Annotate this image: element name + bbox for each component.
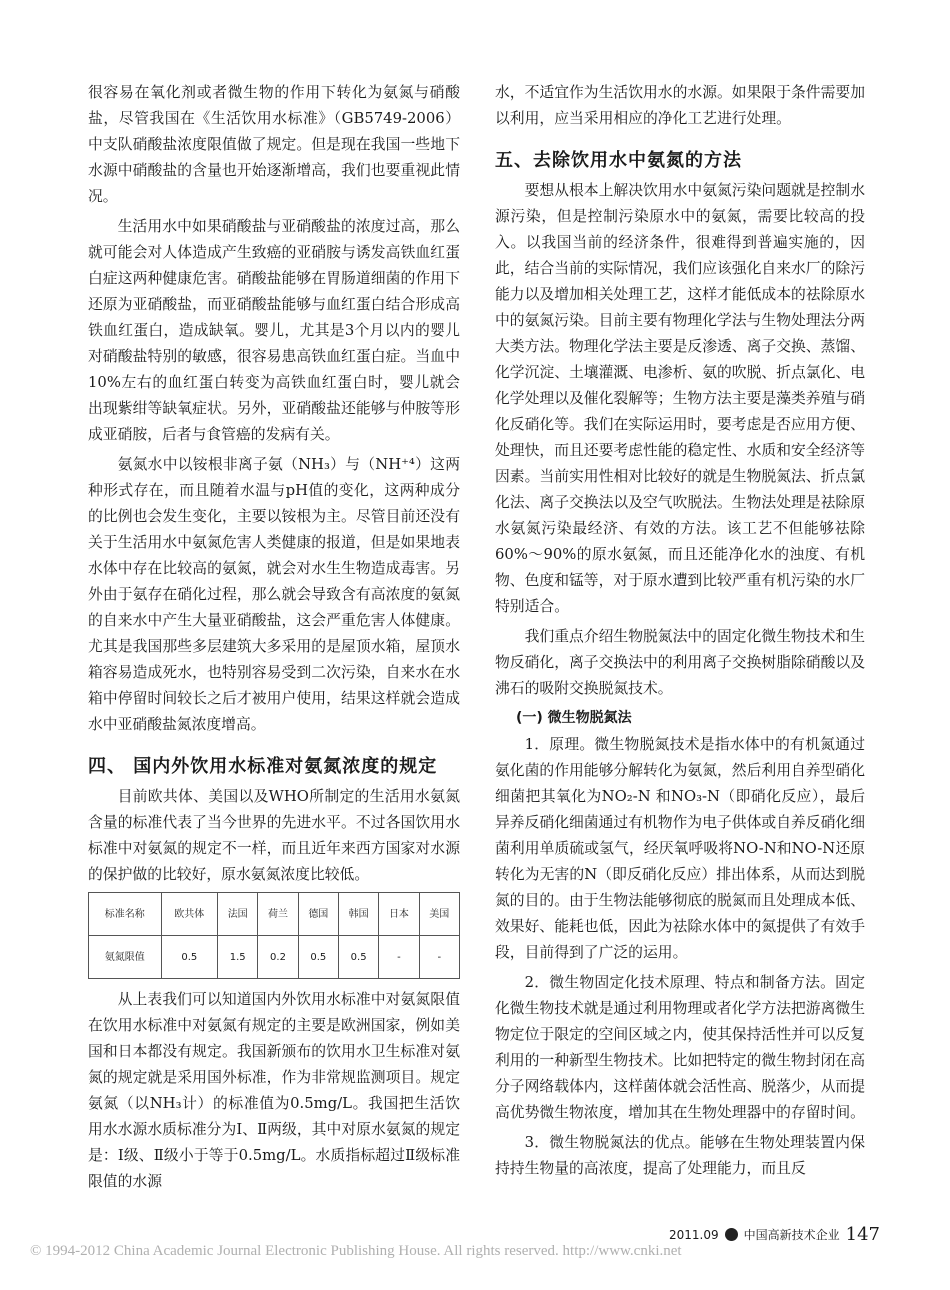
paragraph: 1．原理。微生物脱氮技术是指水体中的有机氮通过氨化菌的作用能够分解转化为氨氮，然后利用自养型硝化细菌把其氧化为NO₂-N 和NO₃-N（即硝化反应），最后异养反硝化细菌通过有机物作为电子供体或自养反硝化细菌利用单质硫或氢气，经厌氧呼吸将NO-N和NO-N还原转化为无害的N（即反硝化反应）排出体系，从而达到脱氮的目的。由于生物法能够彻底的脱氮而且处理成本低、效果好、能耗也低，因此为祛除水体中的氮提供了有效手段，目前得到了广泛的运用。 [495,736,865,961]
journal-name: 中国高新技术企业 [743,1228,840,1242]
issue-date: 2011.09 [669,1227,719,1242]
journal-logo-icon [725,1228,738,1241]
paragraph: 生活用水中如果硝酸盐与亚硝酸盐的浓度过高，那么就可能会对人体造成产生致癌的亚硝胺与诱发高铁血红蛋白症这两种健康危害。硝酸盐能够在胃肠道细菌的作用下还原为亚硝酸盐，而亚硝酸盐能够与血红蛋白结合形成高铁血红蛋白，造成缺氧。婴儿，尤其是3个月以内的婴儿对硝酸盐特别的敏感，很容易患高铁血红蛋白症。当血中10%左右的血红蛋白转变为高铁血红蛋白时，婴儿就会出现紫绀等缺氧症状。另外，亚硝酸盐还能够与仲胺等形成亚硝胺，后者与食管癌的发病有关。 [88,218,460,443]
table-cell: 法国 [218,893,258,936]
paragraph: 目前欧共体、美国以及WHO所制定的生活用水氨氮含量的标准代表了当今世界的先进水平。不过各国饮用水标准中对氨氮的规定不一样，而且近年来西方国家对水源的保护做的比较好，原水氨氮浓度比较低。 [88,788,460,883]
paragraph: 2．微生物固定化技术原理、特点和制备方法。固定化微生物技术就是通过利用物理或者化学方法把游离微生物定位于限定的空间区域之内，使其保持活性并可以反复利用的一种新型生物技术。比如把特定的微生物封闭在高分子网络载体内，这样菌体就会活性高、脱落少，从而提高优势微生物浓度，增加其在生物处理器中的存留时间。 [495,974,865,1121]
table-cell: 1.5 [218,936,258,979]
page-number: 147 [845,1224,880,1245]
right-column [495,80,865,1186]
ammonia-standards-table [88,892,460,979]
table-cell: 日本 [379,893,419,936]
table-cell: - [419,936,459,979]
paragraph: 我们重点介绍生物脱氮法中的固定化微生物技术和生物反硝化，离子交换法中的利用离子交换树脂除硝酸以及沸石的吸附交换脱氮技术。 [495,628,865,697]
paragraph: 3．微生物脱氮法的优点。能够在生物处理装置内保持持生物量的高浓度，提高了处理能力，而且反 [495,1134,865,1177]
table-cell: 欧共体 [161,893,217,936]
left-column [88,80,460,1199]
section-heading-4: 四、 国内外饮用水标准对氨氮浓度的规定 [88,756,438,777]
table-cell: 韩国 [338,893,378,936]
table-cell: 荷兰 [258,893,298,936]
table-cell: 德国 [298,893,338,936]
paragraph: 要想从根本上解决饮用水中氨氮污染问题就是控制水源污染，但是控制污染原水中的氨氮，需要比较高的投入。以我国当前的经济条件，很难得到普遍实施的，因此，结合当前的实际情况，我们应该强化自来水厂的除污能力以及增加相关处理工艺，这样才能低成本的祛除原水中的氨氮污染。目前主要有物理化学法与生物处理法分两大类方法。物理化学法主要是反渗透、离子交换、蒸馏、化学沉淀、土壤灌溉、电渗析、氨的吹脱、折点氯化、电化学处理以及催化裂解等；生物方法主要是藻类养殖与硝化反硝化等。我们在实际运用时，要考虑是否应用方便、处理快，而且还要考虑性能的稳定性、水质和安全经济等因素。当前实用性相对比较好的就是生物脱氮法、折点氯化法、离子交换法以及空气吹脱法。生物法处理是祛除原水氨氮污染最经济、有效的方法。该工艺不但能够祛除60%～90%的原水氨氮，而且还能净化水的浊度、有机物、色度和锰等，对于原水遭到比较严重有机污染的水厂特别适合。 [495,182,865,615]
table-cell: 0.2 [258,936,298,979]
table-cell: 氨氮限值 [89,936,162,979]
page-footer [669,1224,880,1245]
copyright-notice: © 1994-2012 China Academic Journal Electronic Publishing House. All rights reserved. http://www.cnki.net [30,1243,682,1259]
table-cell: - [379,936,419,979]
section-heading-5: 五、去除饮用水中氨氮的方法 [495,150,742,171]
table-row [89,893,460,936]
table-row [89,936,460,979]
table-cell: 0.5 [338,936,378,979]
paragraph: 很容易在氧化剂或者微生物的作用下转化为氨氮与硝酸盐，尽管我国在《生活饮用水标准》（GB5749-2006）中支队硝酸盐浓度限值做了规定。但是现在我国一些地下水源中硝酸盐的含量也开始逐渐增高，我们也要重视此情况。 [88,84,460,205]
paragraph: 氨氮水中以铵根非离子氨（NH₃）与（NH⁺⁴）这两种形式存在，而且随着水温与pH值的变化，这两种成分的比例也会发生变化，主要以铵根为主。尽管目前还没有关于生活用水中氨氮危害人类健康的报道，但是如果地表水体中存在比较高的氨氮，就会对水生生物造成毒害。另外由于氨存在硝化过程，那么就会导致含有高浓度的氨氮的自来水中产生大量亚硝酸盐，这会严重危害人体健康。尤其是我国那些多层建筑大多采用的是屋顶水箱，屋顶水箱容易造成死水，也特别容易受到二次污染，自来水在水箱中停留时间较长之后才被用户使用，结果这样就会造成水中亚硝酸盐氮浓度增高。 [88,456,460,733]
table-cell: 美国 [419,893,459,936]
subsection-heading: (一) 微生物脱氮法 [516,710,632,726]
paragraph: 水，不适宜作为生活饮用水的水源。如果限于条件需要加以利用，应当采用相应的净化工艺进行处理。 [495,84,865,127]
table-cell: 0.5 [298,936,338,979]
table-cell: 0.5 [161,936,217,979]
table-cell: 标准名称 [89,893,162,936]
paragraph: 从上表我们可以知道国内外饮用水标准中对氨氮限值在饮用水标准中对氨氮有规定的主要是欧洲国家，例如美国和日本都没有规定。我国新颁布的饮用水卫生标准对氨氮的规定就是采用国外标准，作为非常规监测项目。规定氨氮（以NH₃计）的标准值为0.5mg/L。我国把生活饮用水水源水质标准分为Ⅰ、Ⅱ两级，其中对原水氨氮的规定是：Ⅰ级、Ⅱ级小于等于0.5mg/L。水质指标超过Ⅱ级标准限值的水源 [88,991,460,1190]
